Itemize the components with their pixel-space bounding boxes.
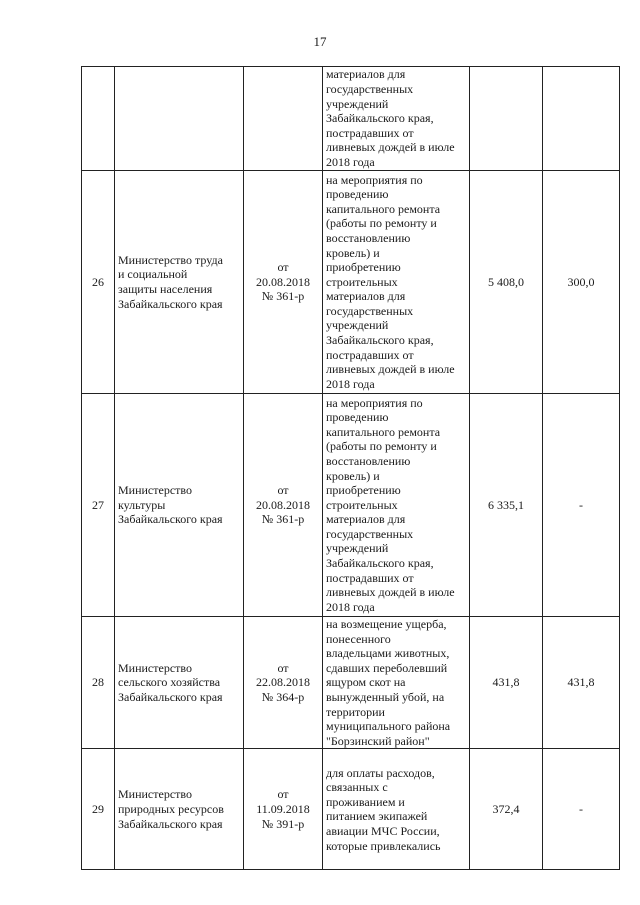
allocated-sum-cell: 6 335,1 — [470, 394, 543, 617]
purpose-cell: на возмещение ущерба, понесенного владельцами животных, сдавших переболевший ящуром скот на вынужденный убой, на территории муниципального района "Борзинский район" — [323, 617, 470, 749]
spent-sum-cell: - — [543, 749, 620, 870]
decree-cell — [244, 67, 323, 171]
table-row-28 — [82, 617, 620, 749]
allocated-sum-cell: 431,8 — [470, 617, 543, 749]
decree-cell: от 20.08.2018 № 361-р — [244, 394, 323, 617]
allocated-sum-cell: 5 408,0 — [470, 171, 543, 394]
table-row-26 — [82, 171, 620, 394]
allocation-table — [81, 66, 620, 870]
allocated-sum-cell — [470, 67, 543, 171]
decree-cell: от 11.09.2018 № 391-р — [244, 749, 323, 870]
purpose-cell: на мероприятия по проведению капитального ремонта (работы по ремонту и восстановлению кровель) и приобретению строительных материалов для государственных учреждений Забайкальского края, пострадавших от ливневых дождей в июле 2018 года — [323, 394, 470, 617]
decree-cell: от 22.08.2018 № 364-р — [244, 617, 323, 749]
row-number-cell: 28 — [82, 617, 115, 749]
spent-sum-cell — [543, 67, 620, 171]
row-number-cell — [82, 67, 115, 171]
ministry-cell: Министерство труда и социальной защиты населения Забайкальского края — [115, 171, 244, 394]
ministry-cell: Министерство природных ресурсов Забайкальского края — [115, 749, 244, 870]
ministry-cell: Министерство культуры Забайкальского края — [115, 394, 244, 617]
spent-sum-cell: - — [543, 394, 620, 617]
row-number-cell: 27 — [82, 394, 115, 617]
purpose-cell: на мероприятия по проведению капитального ремонта (работы по ремонту и восстановлению кровель) и приобретению строительных материалов для государственных учреждений Забайкальского края, пострадавших от ливневых дождей в июле 2018 года — [323, 171, 470, 394]
allocated-sum-cell: 372,4 — [470, 749, 543, 870]
spent-sum-cell: 431,8 — [543, 617, 620, 749]
ministry-cell — [115, 67, 244, 171]
table-row-27 — [82, 394, 620, 617]
page-number: 17 — [313, 34, 327, 49]
row-number-cell: 29 — [82, 749, 115, 870]
purpose-cell: материалов для государственных учреждений Забайкальского края, пострадавших от ливневых дождей в июле 2018 года — [323, 67, 470, 171]
purpose-cell: для оплаты расходов, связанных с проживанием и питанием экипажей авиации МЧС России, которые привлекались — [323, 749, 470, 870]
row-number-cell: 26 — [82, 171, 115, 394]
table-row-continuation — [82, 67, 620, 171]
spent-sum-cell: 300,0 — [543, 171, 620, 394]
decree-cell: от 20.08.2018 № 361-р — [244, 171, 323, 394]
table-row-29 — [82, 749, 620, 870]
ministry-cell: Министерство сельского хозяйства Забайкальского края — [115, 617, 244, 749]
